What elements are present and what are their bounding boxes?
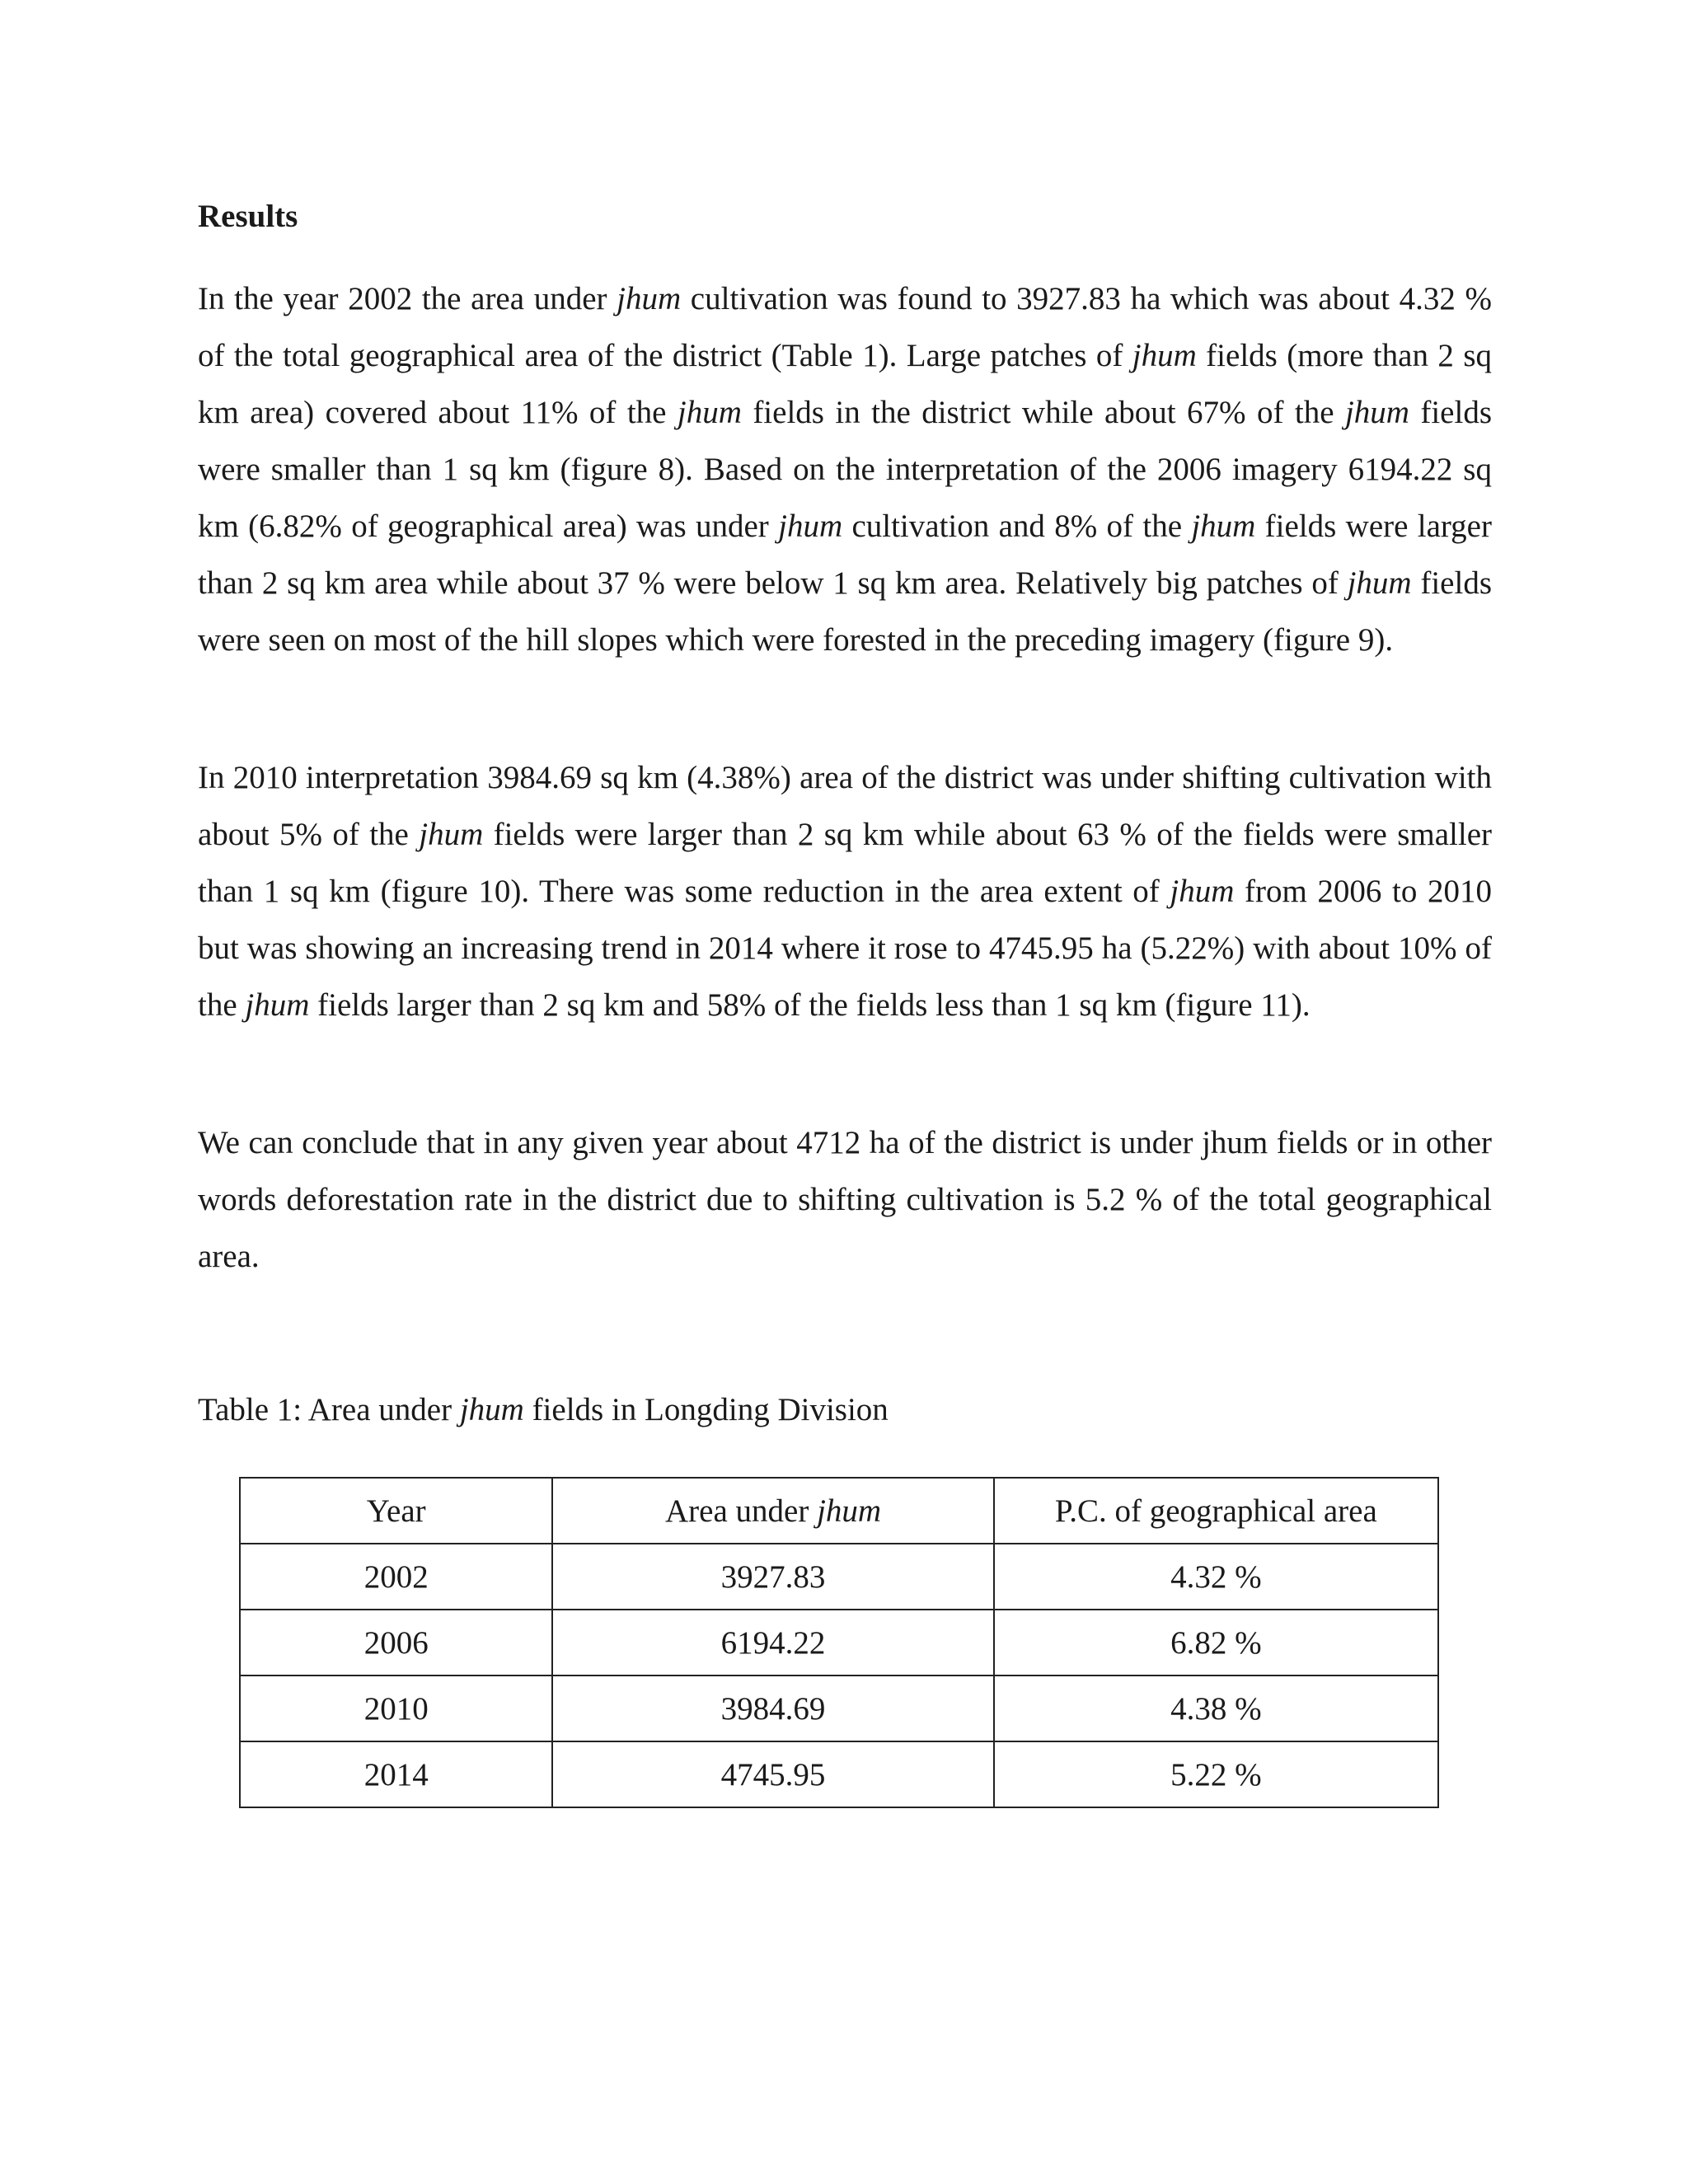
italic-term: jhum <box>1344 395 1409 430</box>
header-percent: P.C. of geographical area <box>994 1478 1438 1544</box>
table-caption: Table 1: Area under jhum fields in Longding Division <box>198 1392 889 1427</box>
table-header-row <box>240 1478 1438 1544</box>
italic-term: jhum <box>1132 338 1197 373</box>
italic-term: jhum <box>459 1392 524 1427</box>
italic-term: jhum <box>1347 565 1412 601</box>
cell-year: 2002 <box>240 1544 552 1610</box>
cell-year: 2010 <box>240 1675 552 1741</box>
cell-percent: 5.22 % <box>994 1741 1438 1807</box>
table-row <box>240 1544 1438 1610</box>
cell-area: 4745.95 <box>552 1741 993 1807</box>
italic-term: jhum <box>1191 509 1256 544</box>
cell-year: 2006 <box>240 1610 552 1675</box>
header-year: Year <box>240 1478 552 1544</box>
cell-percent: 4.32 % <box>994 1544 1438 1610</box>
table-row <box>240 1675 1438 1741</box>
table-row <box>240 1741 1438 1807</box>
cell-area: 6194.22 <box>552 1610 993 1675</box>
italic-term: jhum <box>817 1493 882 1529</box>
italic-term: jhum <box>245 987 310 1023</box>
header-area: Area under jhum <box>552 1478 993 1544</box>
section-heading: Results <box>198 199 298 234</box>
cell-year: 2014 <box>240 1741 552 1807</box>
italic-term: jhum <box>677 395 742 430</box>
cell-area: 3984.69 <box>552 1675 993 1741</box>
italic-term: jhum <box>1170 874 1235 909</box>
cell-percent: 6.82 % <box>994 1610 1438 1675</box>
italic-term: jhum <box>419 817 484 852</box>
cell-percent: 4.38 % <box>994 1675 1438 1741</box>
italic-term: jhum <box>617 281 682 316</box>
italic-term: jhum <box>778 509 843 544</box>
paragraph-2010-2014: In 2010 interpretation 3984.69 sq km (4.38%) area of the district was under shifting cultivation with about 5% of the jhum fields were larger than 2 sq km while about 63 % of the fields were smaller than 1 sq km (figure 10). There was some reduction in the area extent of jhum from 2006 to 2010 but was showing an increasing trend in 2014 where it rose to 4745.95 ha (5.22%) with about 10% of the jhum fields larger than 2 sq km and 58% of the fields less than 1 sq km (figure 11). <box>198 760 1493 1023</box>
paragraph-conclusion: We can conclude that in any given year about 4712 ha of the district is under jhum fields or in other words deforestation rate in the district due to shifting cultivation is 5.2 % of the total geographical area. <box>198 1125 1492 1274</box>
jhum-area-table <box>239 1477 1439 1808</box>
paragraph-2002-2006: In the year 2002 the area under jhum cultivation was found to 3927.83 ha which was about 4.32 % of the total geographical area of the district (Table 1). Large patches of jhum fields (more than 2 sq km area) covered about 11% of the jhum fields in the district while about 67% of the jhum fields were smaller than 1 sq km (figure 8). Based on the interpretation of the 2006 imagery 6194.22 sq km (6.82% of geographical area) was under jhum cultivation and 8% of the jhum fields were larger than 2 sq km area while about 37 % were below 1 sq km area. Relatively big patches of jhum fields were seen on most of the hill slopes which were forested in the preceding imagery (figure 9). <box>198 281 1492 658</box>
table-row <box>240 1610 1438 1675</box>
cell-area: 3927.83 <box>552 1544 993 1610</box>
